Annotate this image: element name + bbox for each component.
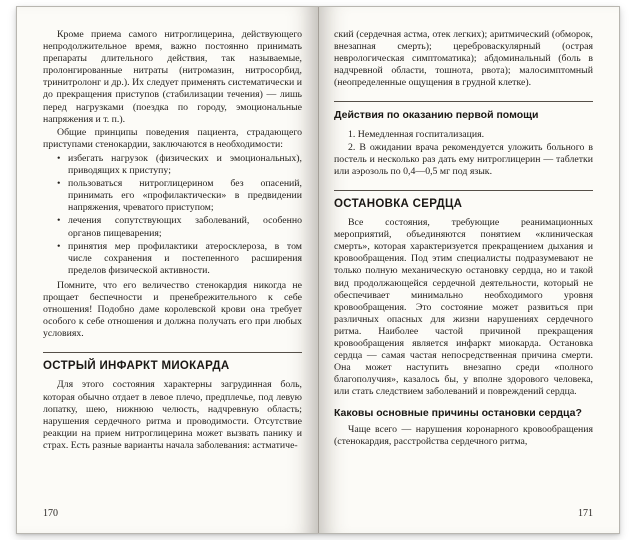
paragraph-nitroglycerin: Кроме приема самого нитроглицерина, действующего непродолжительное время, важно постоянно принимать препараты длительного действия, так называемые, пролонгированные нитраты (нитромазин, нитросорбид, тринитролонг и др.). Их следует применять систематически и до прекращения приступов (стабилизации течения) — лишь перед нагрузками (поездка по городу, эмоциональные напряжения и т. п.). bbox=[43, 29, 302, 125]
section-heading-block bbox=[43, 352, 302, 372]
list-item bbox=[43, 215, 302, 239]
page-number-right: 171 bbox=[578, 507, 593, 519]
list-item-text: принятия мер профилактики атеросклероза, в том числе сохранения и постепенного расширения пределов физической активности. bbox=[68, 240, 302, 276]
heading-rule bbox=[334, 190, 593, 191]
paragraph-infarct-symptoms: Для этого состояния характерны загрудинная боль, которая обычно отдает в левое плечо, предплечье, под левую лопатку, шею, нижнюю челюсть, надчревную область; нарушения сердечного ритма и проводимости. Отсутствие реакции на прием нитроглицерина может вызвать панику и страх. Есть разные варианты начала заболевания: астматиче- bbox=[43, 379, 302, 451]
heading-first-aid-actions: Действия по оказанию первой помощи bbox=[334, 109, 539, 122]
heading-rule bbox=[334, 101, 593, 102]
heading-rule bbox=[43, 352, 302, 353]
list-item bbox=[43, 241, 302, 277]
heading-acute-myocardial-infarction: ОСТРЫЙ ИНФАРКТ МИОКАРДА bbox=[43, 360, 230, 373]
section-heading-block bbox=[334, 101, 593, 121]
paragraph-clinical-death: Все состояния, требующие реанимационных мероприятий, объединяются понятием «клиническая смерть», которая характеризуется прекращением дыхания и кровообращения. Под этим специалисты подразумевают не только полную механическую остановку сердца, но и такой вид продолжающейся сердечной деятельности, который не обеспечивает минимально необходимого уровня кровообращения. Это состояние может развиться при различных опасных для жизни нарушениях сердечного ритма. Наиболее частой причиной прекращения кровообращения является инфаркт миокарда. Остановка сердца — самая частая непосредственная причина смерти. Она может наступить внезапно среди «полного благополучия», казалось бы, у вполне здорового человека, или стать следствием заболеваний и повреждений сердца. bbox=[334, 217, 593, 398]
list-item bbox=[43, 153, 302, 177]
list-item-text: избегать нагрузок (физических и эмоциональных), приводящих к приступу; bbox=[68, 152, 302, 177]
subheading-arrest-causes: Каковы основные причины остановки сердца? bbox=[334, 407, 582, 420]
page-right bbox=[318, 7, 619, 533]
paragraph-onset-variants: ский (сердечная астма, отек легких); аритмический (обморок, внезапная смерть); цереброваскулярный (острая неврологическая симптоматика); абдоминальный (боль в надчревной области, тошнота, рвота); малосимптомный (неопределенные ощущения в грудной клетке). bbox=[334, 29, 593, 89]
paragraph-causes: Чаще всего — нарушения коронарного кровообращения (стенокардия, расстройства сердечного ритма, bbox=[334, 423, 593, 447]
book-spread bbox=[16, 6, 620, 534]
list-item bbox=[43, 178, 302, 214]
bullet-icon: • bbox=[57, 215, 61, 227]
heading-cardiac-arrest: ОСТАНОВКА СЕРДЦА bbox=[334, 197, 463, 210]
numbered-item-2: 2. В ожидании врача рекомендуется уложить больного в постель и несколько раз дать ему нитроглицерин — таблетки или аэрозоль по 0,4—0,5 мг под язык. bbox=[334, 141, 593, 177]
list-item-text: лечения сопутствующих заболеваний, особенно органов пищеварения; bbox=[68, 215, 302, 239]
page-number-left: 170 bbox=[43, 507, 58, 519]
paragraph-principles: Общие принципы поведения пациента, страдающего приступами стенокардии, заключаются в необходимости: bbox=[43, 126, 302, 150]
section-heading-block bbox=[334, 190, 593, 210]
paragraph-remember: Помните, что его величество стенокардия никогда не прощает беспечности и пренебрежительного к себе отношения! Подобно даме королевской крови она требует особого к себе отношения и должна получать его при любых условиях. bbox=[43, 279, 302, 340]
numbered-item-1: 1. Немедленная госпитализация. bbox=[348, 128, 485, 140]
bullet-list bbox=[43, 153, 302, 277]
bullet-icon: • bbox=[57, 240, 61, 252]
bullet-icon: • bbox=[57, 152, 61, 164]
list-item-text: пользоваться нитроглицерином без опасений, принимать его «профилактически» в предвидении напряжения, чреватого приступом; bbox=[68, 178, 302, 214]
page-left bbox=[17, 7, 318, 533]
bullet-icon: • bbox=[57, 178, 61, 190]
